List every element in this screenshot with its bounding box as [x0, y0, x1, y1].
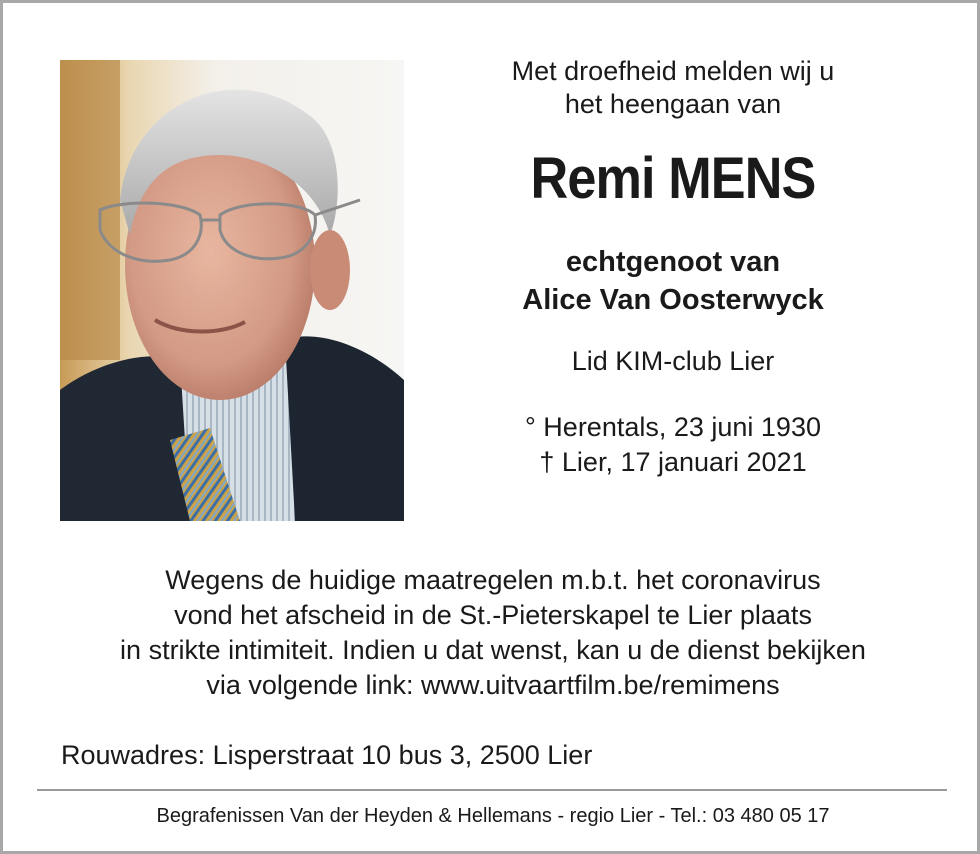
- death-date: † Lier, 17 januari 2021: [539, 447, 807, 477]
- notice-line: in strikte intimiteit. Indien u dat wenst, kan u de dienst bekijken: [120, 635, 866, 665]
- spouse-line: Alice Van Oosterwyck: [522, 284, 824, 316]
- mourning-address: Rouwadres: Lisperstraat 10 bus 3, 2500 Lier: [61, 740, 593, 770]
- portrait-photo: [60, 60, 404, 521]
- deceased-name: Remi MENS: [530, 146, 816, 211]
- spouse-text: [453, 243, 893, 319]
- spouse-line: echtgenoot van: [565, 246, 781, 278]
- divider: [37, 789, 947, 791]
- announcement-block: [453, 55, 893, 480]
- notice-line: vond het afscheid in de St.-Pieterskapel te Lier plaats: [174, 600, 812, 630]
- intro-text: [453, 55, 893, 121]
- membership-text: Lid KIM-club Lier: [571, 346, 775, 376]
- life-dates: [453, 410, 893, 480]
- notice-line: via volgende link: www.uitvaartfilm.be/remimens: [206, 670, 780, 700]
- notice-line: Wegens de huidige maatregelen m.b.t. het coronavirus: [165, 565, 821, 595]
- funeral-home-footer: Begrafenissen Van der Heyden & Hellemans - regio Lier - Tel.: 03 480 05 17: [156, 805, 830, 827]
- intro-line: het heengaan van: [564, 89, 782, 119]
- intro-line: Met droefheid melden wij u: [511, 56, 835, 86]
- ceremony-notice: [23, 563, 963, 703]
- birth-date: ° Herentals, 23 juni 1930: [525, 412, 821, 442]
